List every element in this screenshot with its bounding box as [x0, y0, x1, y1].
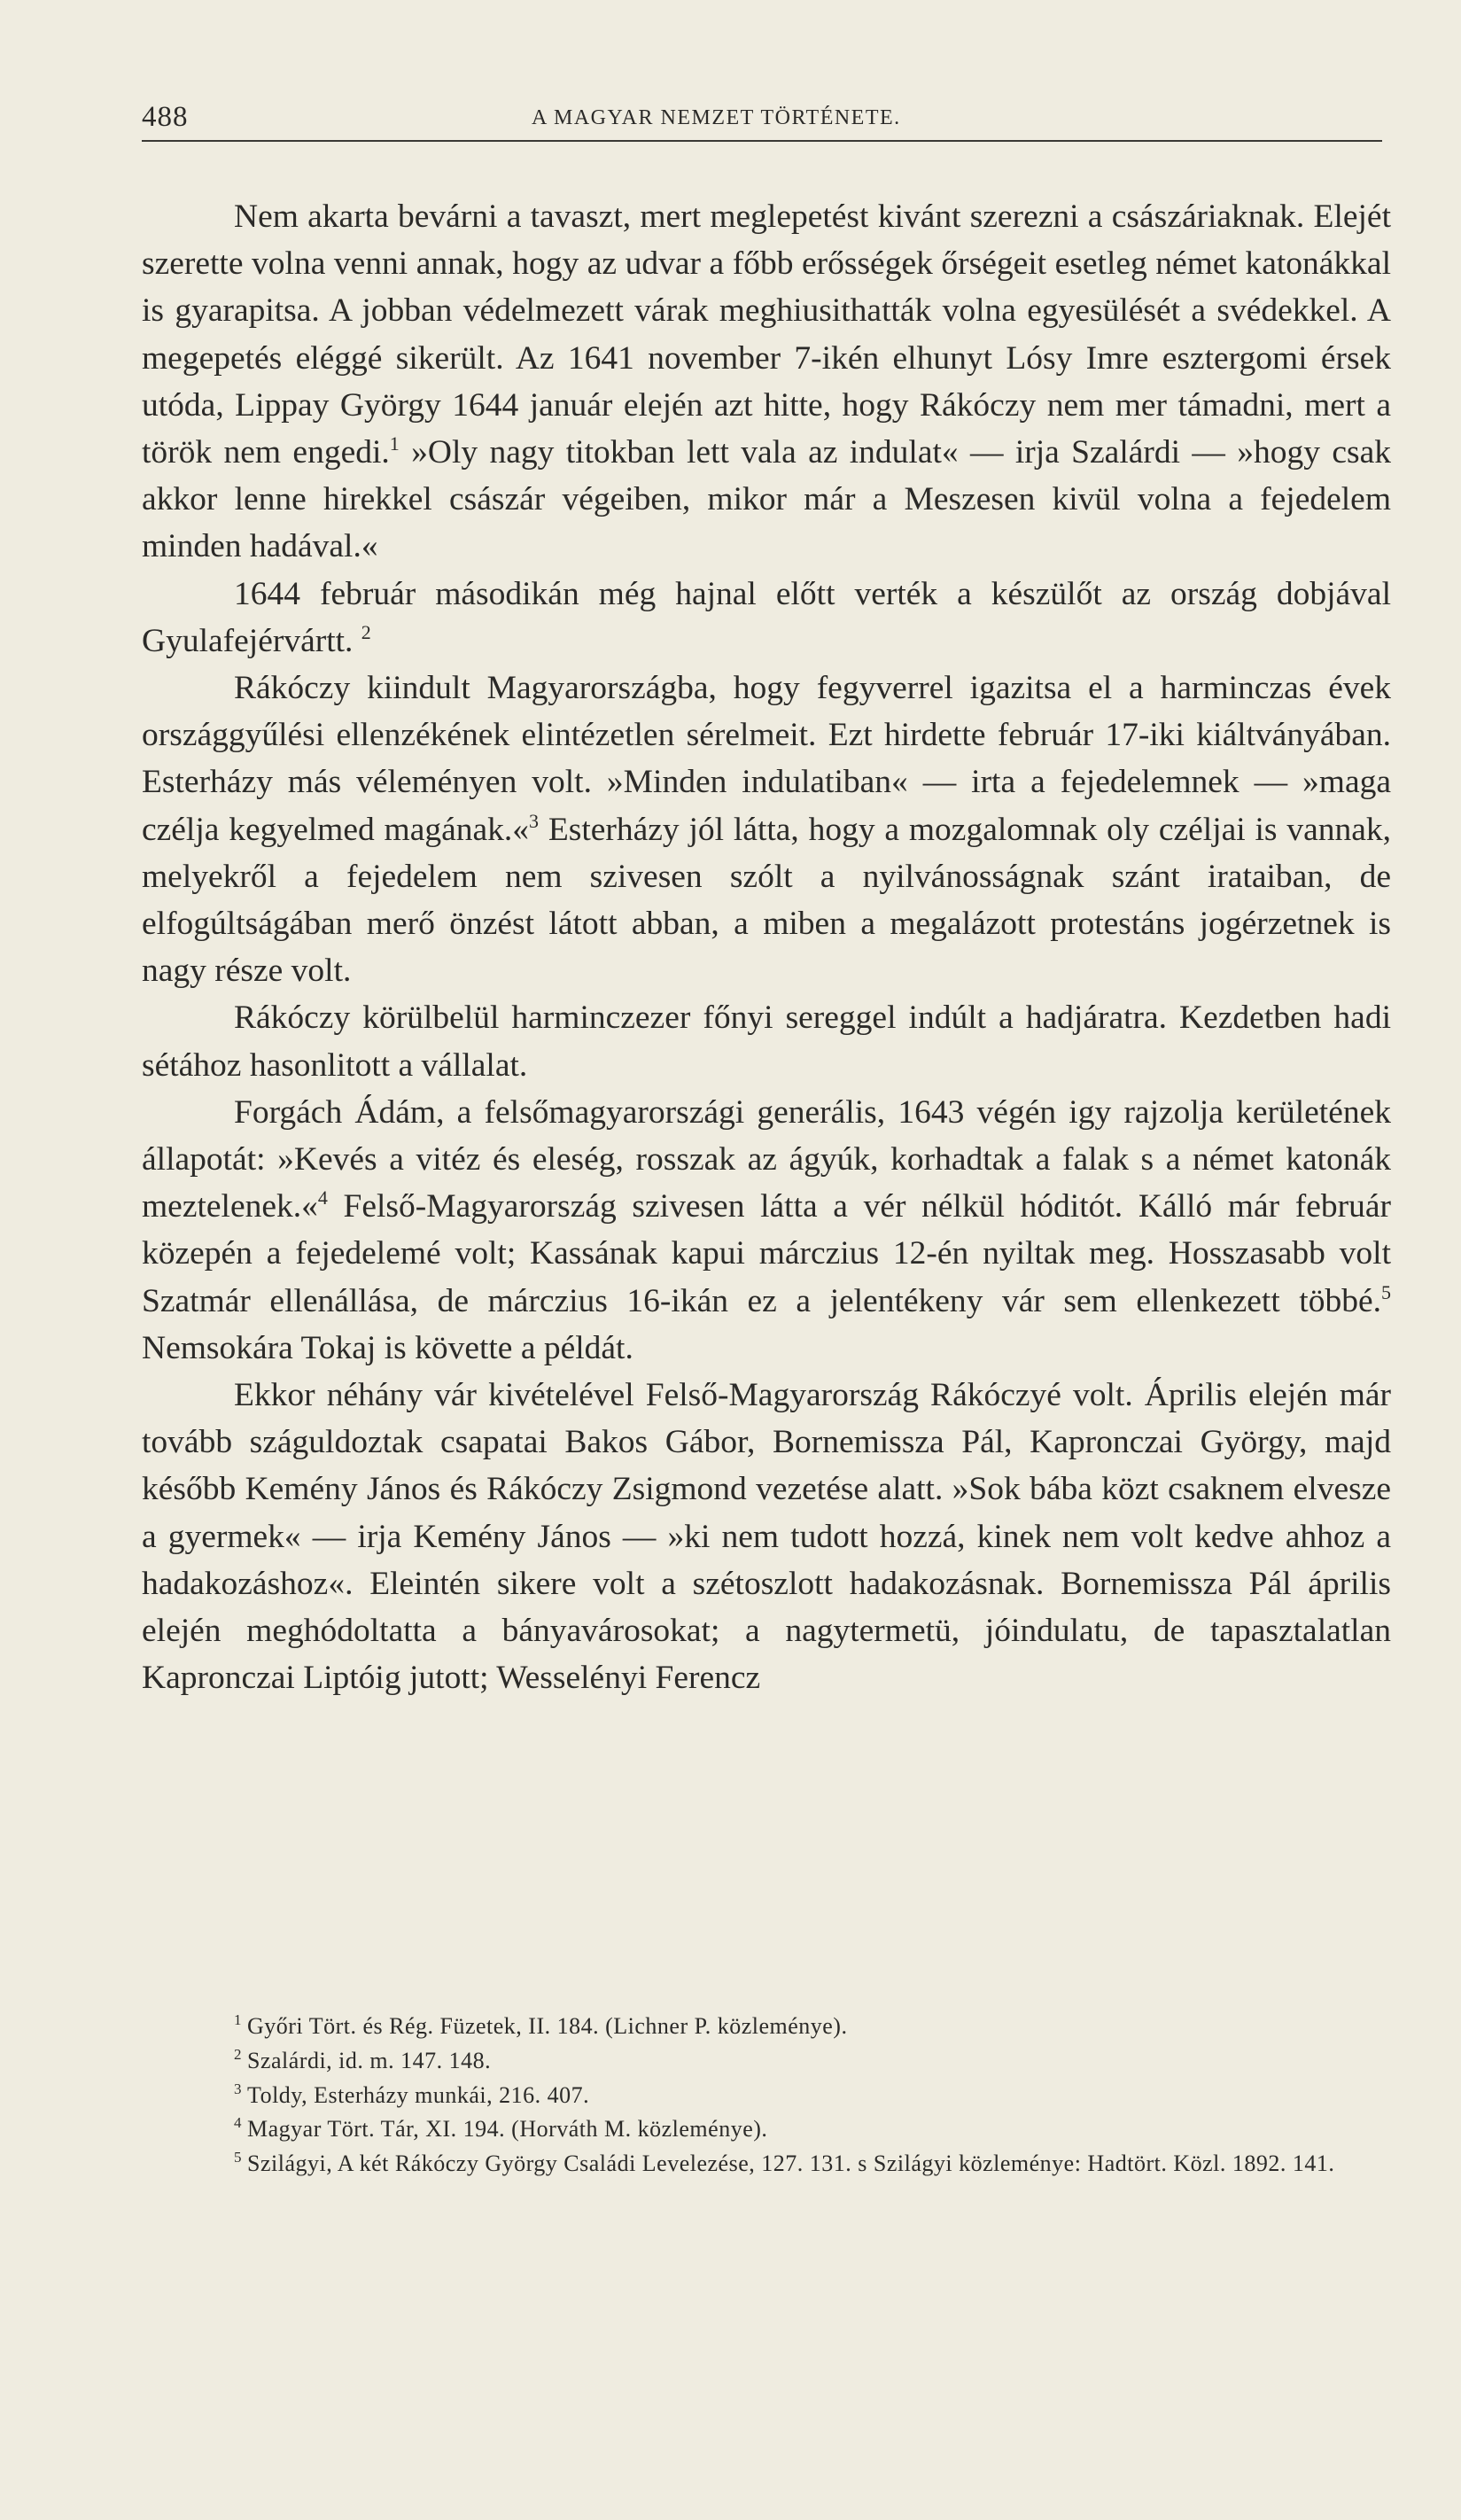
body-text: [142, 193, 1391, 1702]
footnote-reference: 4: [317, 1186, 328, 1209]
footnote: [142, 2010, 1391, 2044]
footnote-reference: 5: [1381, 1280, 1391, 1303]
footnote-mark: 2: [234, 2045, 242, 2063]
footnote-text: Győri Tört. és Rég. Füzetek, II. 184. (Lichner P. közleménye).: [247, 2013, 848, 2039]
footnote-reference: 1: [389, 432, 400, 455]
paragraph-text: 1644 február másodikán még hajnal előtt verték a készülőt az ország dobjával Gyulafejérvártt.: [142, 575, 1391, 659]
page-number: 488: [142, 101, 189, 133]
paragraph: [142, 571, 1391, 665]
paragraph-text: Rákóczy körülbelül harminczezer főnyi sereggel indúlt a hadjáratra. Kezdetben hadi sétához hasonlitott a vállalat.: [142, 999, 1391, 1084]
footnote-mark: 3: [234, 2080, 242, 2097]
paragraph: [142, 193, 1391, 571]
paragraph-text: Ekkor néhány vár kivételével Felső-Magyarország Rákóczyé volt. Április elején már tovább száguldoztak csapatai Bakos Gábor, Bornemissza Pál, Kapronczai György, majd később Kemény János és Rákóczy Zsigmond vezetése alatt. »Sok bába közt csaknem elvesze a gyermek« — irja Kemény János — »ki nem tudott hozzá, kinek nem volt kedve ahhoz a hadakozáshoz«. Eleintén sikere volt a szétoszlott hadakozásnak. Bornemissza Pál április elején meghódoltatta a bányavárosokat; a nagytermetü, jóindulatu, de tapasztalatlan Kapronczai Liptóig jutott; Wesselényi Ferencz: [142, 1377, 1391, 1697]
paragraph-text: Rákóczy kiindult Magyarországba, hogy fegyverrel igazitsa el a harminczas évek országgyűlési ellenzékének elintézetlen sérelmeit. Ezt hirdette február 17-iki kiáltványában. Esterházy más véleményen volt. »Minden indulatiban« — irta a fejedelemnek — »maga czélja kegyelmed magának.«: [142, 670, 1391, 848]
paragraph-text: Esterházy jól látta, hogy a mozgalomnak oly czéljai is vannak, melyekről a fejedelem nem szivesen szólt a nyilvánosságnak szánt irataiban, de elfogúltságában merő önzést látott abban, a miben a megalázott protestáns jogérzetnek is nagy része volt.: [142, 811, 1391, 990]
footnote-mark: 4: [234, 2114, 242, 2132]
footnote-text: Toldy, Esterházy munkái, 216. 407.: [247, 2081, 590, 2108]
paragraph-text: Nem akarta bevárni a tavaszt, mert meglepetést kivánt szerezni a császáriaknak. Elejét szerette volna venni annak, hogy az udvar a főbb erősségek őrségeit esetleg német katonákkal is gyarapitsa. A jobban védelmezett várak meghiusithatták volna egyesülését a svédekkel. A megepetés eléggé sikerült. Az 1641 november 7-ikén elhunyt Lósy Imre esztergomi érsek utóda, Lippay György 1644 január elején azt hitte, hogy Rákóczy nem mer támadni, mert a török nem engedi.: [142, 198, 1391, 471]
paragraph-text: Forgách Ádám, a felsőmagyarországi generális, 1643 végén igy rajzolja kerületének állapotát: »Kevés a vitéz és eleség, rosszak az ágyúk, korhadtak a falak s a német katonák meztelenek.«: [142, 1093, 1391, 1225]
paragraph: [142, 665, 1391, 994]
footnote: [142, 2044, 1391, 2079]
paragraph: [142, 994, 1391, 1088]
footnote: [142, 2147, 1391, 2182]
footnote-reference: 3: [529, 809, 540, 832]
paragraph-text: Nemsokára Tokaj is követte a példát.: [142, 1329, 633, 1366]
running-title: A MAGYAR NEMZET TÖRTÉNETE.: [532, 106, 901, 129]
paragraph-text: »Oly nagy titokban lett vala az indulat« — irja Szalárdi — »hogy csak akkor lenne hirekkel császár végeiben, mikor már a Meszesen kivül volna a fejedelem minden hadával.«: [142, 434, 1391, 565]
footnote-reference: 2: [361, 620, 371, 643]
footnote-text: Szilágyi, A két Rákóczy György Családi Levelezése, 127. 131. s Szilágyi közleménye: Hadtört. Közl. 1892. 141.: [247, 2151, 1335, 2177]
footnote-text: Magyar Tört. Tár, XI. 194. (Horváth M. közleménye).: [247, 2116, 768, 2143]
footnote-mark: 5: [234, 2149, 242, 2166]
page-header: [142, 96, 1382, 142]
paragraph: [142, 1372, 1391, 1701]
footnote-mark: 1: [234, 2011, 242, 2028]
footnotes: [142, 2010, 1391, 2182]
paragraph: [142, 1089, 1391, 1372]
footnote-text: Szalárdi, id. m. 147. 148.: [247, 2047, 492, 2073]
footnote: [142, 2079, 1391, 2113]
footnote: [142, 2112, 1391, 2147]
paragraph-text: Felső-Magyarország szivesen látta a vér nélkül hóditót. Kálló már február közepén a fejedelemé volt; Kassának kapui márczius 12-én nyiltak meg. Hosszasabb volt Szatmár ellenállása, de márczius 16-ikán ez a jelentékeny vár sem ellenkezett többé.: [142, 1188, 1391, 1319]
